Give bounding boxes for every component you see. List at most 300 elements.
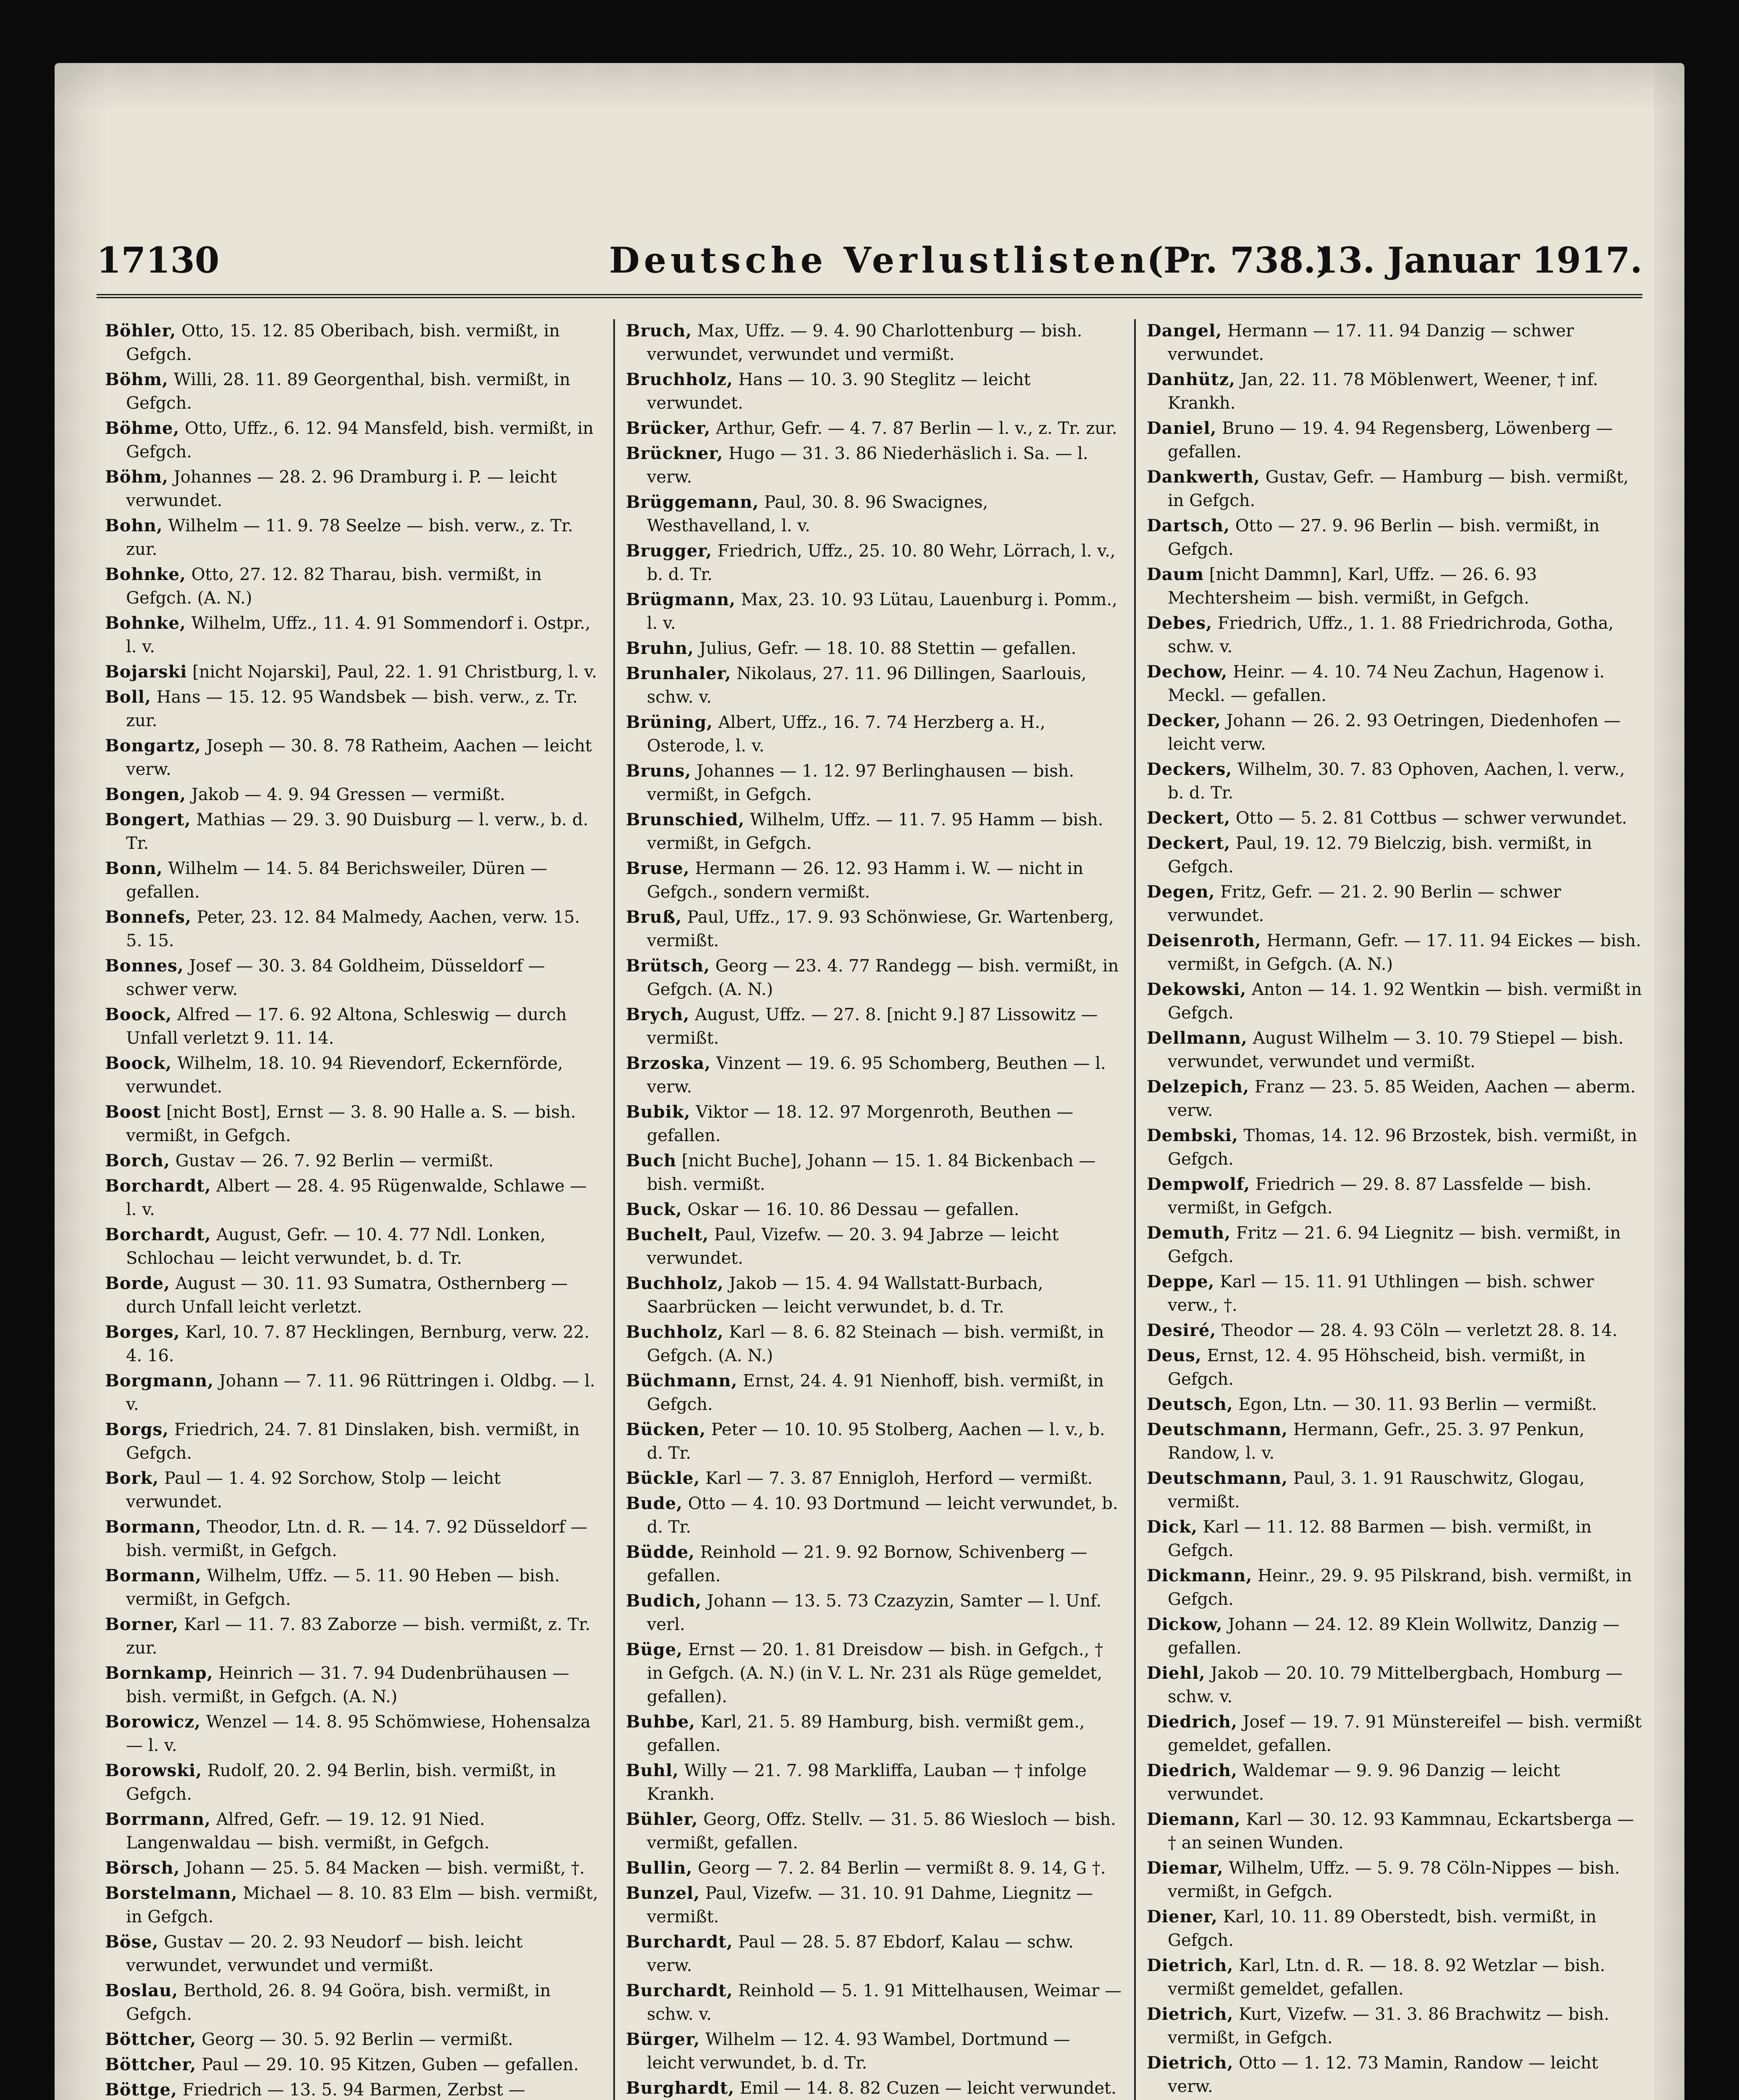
- entry-surname: Dembski,: [1147, 1126, 1238, 1145]
- casualty-entry: [105, 1979, 601, 2026]
- casualty-entry: [1147, 2003, 1642, 2050]
- entry-details: Johannes — 1. 12. 97 Berlinghausen — bish. vermißt, in Gefgch.: [647, 761, 1074, 804]
- entry-details: Thomas, 14. 12. 96 Brzostek, bish. vermißt, in Gefgch.: [1168, 1126, 1637, 1169]
- entry-surname: Desiré,: [1147, 1320, 1216, 1340]
- entry-details: Georg — 30. 5. 92 Berlin — vermißt.: [202, 2030, 513, 2049]
- casualty-entry: [626, 1198, 1122, 1221]
- casualty-entry: [105, 685, 601, 732]
- entry-surname: Burchardt,: [626, 1981, 733, 2000]
- entry-details: Albert — 28. 4. 95 Rügenwalde, Schlawe — l. v.: [126, 1176, 587, 1219]
- casualty-entry: [105, 783, 601, 806]
- entry-surname: Bückle,: [626, 1468, 700, 1488]
- casualty-entry: [1147, 1221, 1642, 1268]
- casualty-entry: [1147, 758, 1642, 805]
- entry-details: Otto — 5. 2. 81 Cottbus — schwer verwundet.: [1235, 808, 1627, 828]
- entry-details: Oskar — 16. 10. 86 Dessau — gefallen.: [687, 1200, 1019, 1219]
- entry-details: Theodor, Ltn. d. R. — 14. 7. 92 Düsseldorf — bish. vermißt, in Gefgch.: [126, 1517, 588, 1560]
- entry-surname: Bruhn,: [626, 638, 694, 658]
- casualty-entry: [105, 808, 601, 855]
- entry-surname: Brückner,: [626, 444, 723, 463]
- entry-surname: Böhme,: [105, 418, 180, 438]
- entry-surname: Deutschmann,: [1147, 1420, 1288, 1439]
- entry-surname: Büge,: [626, 1640, 683, 1659]
- casualty-entry: [626, 1467, 1122, 1490]
- entry-surname: Böttcher,: [105, 2029, 197, 2049]
- entry-surname: Burchardt,: [626, 1932, 733, 1952]
- casualty-entry: [626, 1710, 1122, 1757]
- casualty-entry: [626, 1149, 1122, 1196]
- casualty-entry: [1147, 1418, 1642, 1465]
- page-header: [97, 239, 1642, 298]
- entry-surname: Bonnefs,: [105, 907, 192, 927]
- casualty-entry: [105, 417, 601, 464]
- entry-details: Franz — 23. 5. 85 Weiden, Aachen — aberm. verw.: [1168, 1077, 1636, 1120]
- entry-details: Wilhelm, Uffz. — 5. 9. 78 Cöln-Nippes — bish. vermißt, in Gefgch.: [1168, 1858, 1620, 1901]
- entry-surname: Brzoska,: [626, 1053, 711, 1073]
- casualty-entry: [1147, 806, 1642, 830]
- entry-surname: Buck,: [626, 1200, 682, 1219]
- entry-details: Ernst, 12. 4. 95 Höhscheid, bish. vermißt, in Gefgch.: [1168, 1346, 1586, 1389]
- entry-surname: Borrmann,: [105, 1809, 211, 1829]
- entry-details: Jakob — 15. 4. 94 Wallstatt-Burbach, Saarbrücken — leicht verwundet, b. d. Tr.: [647, 1274, 1043, 1317]
- entry-details: Johann — 24. 12. 89 Klein Wollwitz, Danzig — gefallen.: [1168, 1615, 1620, 1658]
- entry-details: Paul — 1. 4. 92 Sorchow, Stolp — leicht verwundet.: [126, 1469, 501, 1512]
- casualty-entry: [105, 1930, 601, 1977]
- entry-surname: Deutsch,: [1147, 1394, 1233, 1414]
- issue-date: 13. Januar 1917.: [1313, 239, 1642, 281]
- entry-details: Reinhold — 5. 1. 91 Mittelhausen, Weimar — schw. v.: [647, 1981, 1122, 2024]
- casualty-entry: [1147, 1026, 1642, 1074]
- entry-surname: Daum: [1147, 564, 1204, 584]
- casualty-entry: [105, 1320, 601, 1368]
- entry-details: Ernst — 20. 1. 81 Dreisdow — bish. in Gefgch., † in Gefgch. (A. N.) (in V. L. Nr. 231 als Rüge gemeldet, gefallen).: [647, 1640, 1103, 1706]
- casualty-entry: [1147, 1954, 1642, 2001]
- entry-surname: Deckert,: [1147, 808, 1231, 828]
- casualty-entry: [1147, 1319, 1642, 1342]
- casualty-entry: [1147, 465, 1642, 512]
- entry-details: Hermann, Gefr., 25. 3. 97 Penkun, Randow, l. v.: [1168, 1420, 1585, 1463]
- entry-details: Paul, 3. 1. 91 Rauschwitz, Glogau, vermißt.: [1168, 1469, 1585, 1512]
- entry-details: Anton — 14. 1. 92 Wentkin — bish. vermißt in Gefgch.: [1168, 980, 1642, 1023]
- entry-details: Hans — 10. 3. 90 Steglitz — leicht verwundet.: [647, 370, 1031, 413]
- entry-surname: Boost: [105, 1102, 161, 1122]
- entry-details: Gustav — 26. 7. 92 Berlin — vermißt.: [175, 1151, 494, 1171]
- entry-surname: Dechow,: [1147, 662, 1228, 682]
- entry-surname: Bruchholz,: [626, 370, 733, 389]
- entry-details: Karl, 10. 7. 87 Hecklingen, Bernburg, verw. 22. 4. 16.: [126, 1323, 590, 1365]
- entry-surname: Deppe,: [1147, 1272, 1215, 1292]
- casualty-entry: [105, 2028, 601, 2051]
- casualty-entry: [1147, 880, 1642, 927]
- entry-details: Hermann — 26. 12. 93 Hamm i. W. — nicht in Gefgch., sondern vermißt.: [647, 859, 1084, 902]
- entry-surname: Bormann,: [105, 1566, 202, 1586]
- entry-surname: Budich,: [626, 1591, 702, 1611]
- entry-surname: Deisenroth,: [1147, 931, 1261, 950]
- entry-details: Reinhold — 21. 9. 92 Bornow, Schivenberg — gefallen.: [647, 1543, 1088, 1586]
- casualty-entry: [1147, 1173, 1642, 1220]
- entry-surname: Brütsch,: [626, 956, 710, 976]
- entry-surname: Debes,: [1147, 613, 1212, 633]
- entry-details: Georg — 23. 4. 77 Randegg — bish. vermißt, in Gefgch. (A. N.): [647, 956, 1119, 999]
- casualty-entry: [1147, 709, 1642, 756]
- entry-details: Egon, Ltn. — 30. 11. 93 Berlin — vermißt.: [1238, 1395, 1597, 1414]
- casualty-column-3: [1147, 319, 1642, 2100]
- casualty-entry: [105, 514, 601, 561]
- entry-surname: Brügmann,: [626, 590, 736, 609]
- casualty-entry: [626, 2028, 1122, 2075]
- casualty-entry: [626, 1003, 1122, 1050]
- casualty-entry: [626, 1418, 1122, 1465]
- entry-surname: Bruß,: [626, 907, 682, 927]
- entry-details: Georg — 7. 2. 84 Berlin — vermißt 8. 9. 14, G †.: [698, 1858, 1106, 1878]
- entry-surname: Borowski,: [105, 1761, 202, 1780]
- casualty-entry: [1147, 1856, 1642, 1903]
- entry-details: Paul — 29. 10. 95 Kitzen, Guben — gefallen.: [202, 2055, 579, 2074]
- entry-details: Jakob — 4. 9. 94 Gressen — vermißt.: [191, 785, 505, 804]
- entry-details: Paul, 19. 12. 79 Bielczig, bish. vermißt, in Gefgch.: [1168, 834, 1592, 877]
- casualty-entry: [626, 906, 1122, 953]
- casualty-entry: [1147, 1613, 1642, 1660]
- entry-details: Johann — 25. 5. 84 Macken — bish. vermißt, †.: [185, 1858, 585, 1878]
- entry-surname: Boll,: [105, 687, 151, 707]
- casualty-entry: [105, 1174, 601, 1221]
- entry-details: August, Uffz. — 27. 8. [nicht 9.] 87 Lissowitz — vermißt.: [647, 1005, 1098, 1048]
- entry-surname: Buch: [626, 1151, 677, 1171]
- entry-details: Viktor — 18. 12. 97 Morgenroth, Beuthen — gefallen.: [647, 1102, 1074, 1145]
- entry-details: Arthur, Gefr. — 4. 7. 87 Berlin — l. v., z. Tr. zur.: [716, 419, 1117, 438]
- casualty-entry: [626, 1492, 1122, 1539]
- entry-surname: Borges,: [105, 1322, 180, 1342]
- entry-surname: Bonnes,: [105, 956, 184, 976]
- casualty-entry: [626, 1052, 1122, 1099]
- entry-surname: Böse,: [105, 1932, 159, 1952]
- entry-surname: Bornkamp,: [105, 1663, 213, 1683]
- casualty-entry: [626, 954, 1122, 1001]
- page-number: 17130: [97, 239, 220, 281]
- casualty-entry: [105, 1100, 601, 1147]
- casualty-entry: [626, 1882, 1122, 1929]
- publication-title: Deutsche Verlustlisten: [609, 239, 1150, 281]
- casualty-entry: [1147, 514, 1642, 561]
- entry-surname: Buhbe,: [626, 1712, 696, 1732]
- entry-details: Albert, Uffz., 16. 7. 74 Herzberg a. H., Osterode, l. v.: [647, 713, 1046, 756]
- entry-details: Friedrich — 13. 5. 94 Barmen, Zerbst —: [182, 2080, 525, 2100]
- casualty-entry: [105, 1369, 601, 1416]
- casualty-entry: [105, 1808, 601, 1855]
- casualty-entry: [1147, 929, 1642, 976]
- casualty-entry: [105, 1856, 601, 1880]
- casualty-entry: [105, 1564, 601, 1611]
- entry-details: Friedrich, Uffz., 25. 10. 80 Wehr, Lörrach, l. v., b. d. Tr.: [647, 541, 1116, 584]
- entry-surname: Deus,: [1147, 1346, 1202, 1365]
- entry-details: Ernst, 24. 4. 91 Nienhoff, bish. vermißt, in Gefgch.: [647, 1371, 1104, 1414]
- entry-details: Alfred, Gefr. — 19. 12. 91 Nied. Langenwaldau — bish. vermißt, in Gefgch.: [126, 1810, 490, 1853]
- entry-details: Fritz — 21. 6. 94 Liegnitz — bish. vermißt, in Gefgch.: [1168, 1223, 1621, 1266]
- entry-surname: Bühler,: [626, 1809, 698, 1829]
- casualty-entry: [626, 319, 1122, 366]
- casualty-entry: [626, 1100, 1122, 1147]
- entry-details: Mathias — 29. 3. 90 Duisburg — l. verw., b. d. Tr.: [126, 810, 588, 853]
- entry-surname: Böhm,: [105, 370, 168, 389]
- entry-surname: Borchardt,: [105, 1225, 211, 1244]
- entry-surname: Bongartz,: [105, 736, 201, 756]
- entry-surname: Bücken,: [626, 1420, 706, 1439]
- casualty-entry: [105, 1223, 601, 1270]
- newspaper-page: [55, 63, 1684, 2100]
- entry-details: Jakob — 20. 10. 79 Mittelbergbach, Homburg — schw. v.: [1168, 1664, 1623, 1706]
- entry-details: Rudolf, 20. 2. 94 Berlin, bish. vermißt, in Gefgch.: [126, 1761, 556, 1804]
- entry-surname: Bongen,: [105, 785, 186, 804]
- entry-details: Karl — 8. 6. 82 Steinach — bish. vermißt, in Gefgch. (A. N.): [647, 1323, 1104, 1365]
- entry-details: Joseph — 30. 8. 78 Ratheim, Aachen — leicht verw.: [126, 736, 592, 779]
- casualty-entry: [105, 1003, 601, 1050]
- entry-details: Alfred — 17. 6. 92 Altona, Schleswig — durch Unfall verletzt 9. 11. 14.: [126, 1005, 567, 1048]
- entry-details: Josef — 30. 3. 84 Goldheim, Düsseldorf — schwer verw.: [126, 956, 545, 999]
- entry-details: Wilhelm, Uffz., 11. 4. 91 Sommendorf i. Ostpr., l. v.: [126, 614, 591, 656]
- casualty-entry: [626, 637, 1122, 660]
- casualty-entry: [105, 1882, 601, 1929]
- entry-surname: Buchholz,: [626, 1273, 724, 1293]
- entry-details: Wilhelm — 12. 4. 93 Wambel, Dortmund — leicht verwundet, b. d. Tr.: [647, 2030, 1070, 2073]
- entry-details: Karl — 11. 7. 83 Zaborze — bish. vermißt, z. Tr. zur.: [126, 1615, 591, 1658]
- entry-surname: Demuth,: [1147, 1223, 1231, 1243]
- entry-details: [nicht Bost], Ernst — 3. 8. 90 Halle a. S. — bish. vermißt, in Gefgch.: [126, 1102, 576, 1145]
- entry-surname: Bürger,: [626, 2029, 700, 2049]
- entry-details: August — 30. 11. 93 Sumatra, Osthernberg — durch Unfall leicht verletzt.: [126, 1274, 568, 1317]
- casualty-entry: [626, 1272, 1122, 1319]
- casualty-entry: [1147, 1270, 1642, 1317]
- entry-details: Hermann — 17. 11. 94 Danzig — schwer verwundet.: [1168, 321, 1574, 364]
- column-divider: [613, 319, 615, 2100]
- entry-details: Michael — 8. 10. 83 Elm — bish. vermißt, in Gefgch.: [126, 1884, 598, 1927]
- casualty-entry: [1147, 1467, 1642, 1514]
- entry-surname: Boock,: [105, 1005, 172, 1024]
- entry-surname: Bruse,: [626, 858, 690, 878]
- casualty-entry: [105, 1418, 601, 1465]
- entry-surname: Dickmann,: [1147, 1566, 1253, 1586]
- entry-details: Vinzent — 19. 6. 95 Schomberg, Beuthen — l. verw.: [647, 1054, 1106, 1097]
- entry-surname: Dartsch,: [1147, 516, 1230, 536]
- entry-details: Otto, 27. 12. 82 Tharau, bish. vermißt, in Gefgch. (A. N.): [126, 565, 542, 608]
- entry-details: Kurt, Vizefw. — 31. 3. 86 Brachwitz — bish. vermißt, in Gefgch.: [1168, 2005, 1610, 2048]
- entry-surname: Diemar,: [1147, 1858, 1224, 1878]
- casualty-entry: [626, 1856, 1122, 1880]
- casualty-entry: [1147, 978, 1642, 1025]
- entry-surname: Böttcher,: [105, 2055, 197, 2074]
- entry-surname: Bunzel,: [626, 1883, 700, 1903]
- casualty-entry: [1147, 1344, 1642, 1391]
- entry-surname: Borowicz,: [105, 1712, 201, 1732]
- casualty-entry: [105, 857, 601, 904]
- entry-surname: Borstelmann,: [105, 1883, 238, 1903]
- entry-surname: Bubik,: [626, 1102, 691, 1122]
- entry-details: Otto, Uffz., 6. 12. 94 Mansfeld, bish. vermißt, in Gefgch.: [126, 419, 594, 462]
- casualty-entry: [626, 1541, 1122, 1588]
- entry-details: Johann — 7. 11. 96 Rüttringen i. Oldbg. — l. v.: [126, 1371, 595, 1414]
- casualty-entry: [1147, 1759, 1642, 1806]
- entry-details: Gustav, Gefr. — Hamburg — bish. vermißt, in Gefgch.: [1168, 467, 1629, 510]
- casualty-entry: [1147, 417, 1642, 464]
- entry-details: Josef — 19. 7. 91 Münstereifel — bish. vermißt gemeldet, gefallen.: [1168, 1712, 1642, 1755]
- casualty-entry: [626, 808, 1122, 855]
- entry-details: Hermann, Gefr. — 17. 11. 94 Eickes — bish. vermißt, in Gefgch. (A. N.): [1168, 931, 1641, 974]
- casualty-entry: [105, 1149, 601, 1173]
- entry-details: [nicht Dammn], Karl, Uffz. — 26. 6. 93 Mechtersheim — bish. vermißt, in Gefgch.: [1168, 565, 1537, 608]
- entry-surname: Borch,: [105, 1151, 170, 1171]
- entry-surname: Bullin,: [626, 1858, 693, 1878]
- casualty-entry: [1147, 319, 1642, 366]
- entry-details: Paul, Vizefw. — 20. 3. 94 Jabrze — leicht verwundet.: [647, 1225, 1059, 1268]
- entry-surname: Degen,: [1147, 882, 1215, 902]
- entry-details: Wilhelm — 14. 5. 84 Berichsweiler, Düren — gefallen.: [126, 859, 547, 902]
- entry-details: Max, 23. 10. 93 Lütau, Lauenburg i. Pomm., l. v.: [647, 590, 1117, 633]
- casualty-entry: [1147, 832, 1642, 879]
- entry-surname: Dellmann,: [1147, 1028, 1248, 1048]
- casualty-entry: [626, 759, 1122, 806]
- casualty-entry: [1147, 1905, 1642, 1952]
- entry-details: Johann — 26. 2. 93 Oetringen, Diedenhofen — leicht verw.: [1168, 711, 1621, 754]
- entry-surname: Dickow,: [1147, 1614, 1223, 1634]
- entry-surname: Bruns,: [626, 761, 691, 781]
- entry-surname: Brücker,: [626, 418, 711, 438]
- entry-surname: Börsch,: [105, 1858, 180, 1878]
- casualty-entry: [105, 1710, 601, 1757]
- entry-surname: Dick,: [1147, 1517, 1198, 1537]
- entry-surname: Boock,: [105, 1053, 172, 1073]
- entry-details: Bruno — 19. 4. 94 Regensberg, Löwenberg — gefallen.: [1168, 419, 1613, 462]
- entry-surname: Dempwolf,: [1147, 1174, 1250, 1194]
- casualty-entry: [105, 2078, 601, 2100]
- entry-surname: Diedrich,: [1147, 1712, 1237, 1732]
- entry-details: Paul — 28. 5. 87 Ebdorf, Kalau — schw. verw.: [647, 1932, 1074, 1975]
- entry-details: Max, Uffz. — 9. 4. 90 Charlottenburg — bish. verwundet, verwundet und vermißt.: [647, 321, 1082, 364]
- entry-details: Wilhelm, 30. 7. 83 Ophoven, Aachen, l. verw., b. d. Tr.: [1168, 760, 1625, 803]
- issue-number: (Pr. 738.): [1147, 239, 1333, 281]
- entry-surname: Brugger,: [626, 541, 712, 561]
- entry-details: Otto — 1. 12. 73 Mamin, Randow — leicht verw.: [1168, 2053, 1598, 2096]
- entry-details: Friedrich, 24. 7. 81 Dinslaken, bish. vermißt, in Gefgch.: [126, 1420, 580, 1463]
- entry-surname: Bojarski: [105, 662, 187, 682]
- casualty-entry: [1147, 563, 1642, 610]
- entry-details: Johann — 13. 5. 73 Czazyzin, Samter — l. Unf. verl.: [647, 1591, 1102, 1634]
- entry-details: Karl, 21. 5. 89 Hamburg, bish. vermißt gem., gefallen.: [647, 1712, 1085, 1755]
- casualty-entry: [626, 1930, 1122, 1977]
- entry-details: Karl — 11. 12. 88 Barmen — bish. vermißt, in Gefgch.: [1168, 1517, 1592, 1560]
- entry-surname: Buchelt,: [626, 1225, 709, 1244]
- entry-surname: Brunschied,: [626, 810, 745, 830]
- entry-surname: Borgmann,: [105, 1371, 214, 1391]
- entry-details: Willi, 28. 11. 89 Georgenthal, bish. vermißt, in Gefgch.: [126, 370, 570, 413]
- entry-surname: Buchholz,: [626, 1322, 724, 1342]
- entry-details: Paul, Vizefw. — 31. 10. 91 Dahme, Liegnitz — vermißt.: [647, 1884, 1093, 1927]
- entry-details: Karl — 15. 11. 91 Uthlingen — bish. schwer verw., †.: [1168, 1272, 1594, 1315]
- entry-surname: Bohnke,: [105, 564, 186, 584]
- entry-details: Gustav — 20. 2. 93 Neudorf — bish. leicht verwundet, verwundet und vermißt.: [126, 1932, 523, 1975]
- entry-details: Nikolaus, 27. 11. 96 Dillingen, Saarlouis, schw. v.: [647, 664, 1087, 707]
- entry-details: Theodor — 28. 4. 93 Cöln — verletzt 28. 8. 14.: [1222, 1321, 1618, 1340]
- casualty-entry: [626, 1808, 1122, 1855]
- entry-details: Peter — 10. 10. 95 Stolberg, Aachen — l. v., b. d. Tr.: [647, 1420, 1105, 1463]
- entry-surname: Daniel,: [1147, 418, 1217, 438]
- casualty-entry: [1147, 1515, 1642, 1562]
- entry-surname: Diener,: [1147, 1907, 1218, 1927]
- entry-surname: Borchardt,: [105, 1176, 211, 1196]
- entry-details: August Wilhelm — 3. 10. 79 Stiepel — bish. verwundet, verwundet und vermißt.: [1168, 1029, 1624, 1071]
- entry-surname: Böhm,: [105, 467, 168, 487]
- casualty-entry: [105, 563, 601, 610]
- casualty-entry: [1147, 1710, 1642, 1757]
- casualty-entry: [105, 612, 601, 659]
- casualty-entry: [626, 1979, 1122, 2026]
- casualty-entry: [626, 417, 1122, 440]
- casualty-entry: [1147, 1393, 1642, 1416]
- casualty-entry: [1147, 1808, 1642, 1855]
- casualty-entry: [1147, 1075, 1642, 1122]
- entry-surname: Dietrich,: [1147, 2004, 1234, 2024]
- entry-details: Wilhelm, Uffz. — 5. 11. 90 Heben — bish. vermißt, in Gefgch.: [126, 1566, 560, 1609]
- entry-surname: Buhl,: [626, 1761, 679, 1780]
- entry-details: Karl, Ltn. d. R. — 18. 8. 92 Wetzlar — bish. vermißt gemeldet, gefallen.: [1168, 1956, 1605, 1999]
- entry-surname: Dangel,: [1147, 321, 1222, 341]
- column-divider: [1134, 319, 1136, 2100]
- entry-details: Paul, 30. 8. 96 Swacignes, Westhavelland, l. v.: [647, 493, 988, 536]
- entry-surname: Borgs,: [105, 1420, 169, 1439]
- entry-details: Wilhelm, Uffz. — 11. 7. 95 Hamm — bish. vermißt, in Gefgch.: [647, 810, 1103, 853]
- casualty-entry: [1147, 1124, 1642, 1171]
- casualty-entry: [105, 660, 601, 684]
- entry-details: August, Gefr. — 10. 4. 77 Ndl. Lonken, Schlochau — leicht verwundet, b. d. Tr.: [126, 1225, 546, 1268]
- casualty-entry: [105, 1662, 601, 1709]
- casualty-entry: [626, 442, 1122, 489]
- casualty-entry: [626, 1223, 1122, 1270]
- entry-surname: Brüggemann,: [626, 492, 759, 512]
- casualty-entry: [626, 857, 1122, 904]
- entry-surname: Bonn,: [105, 858, 163, 878]
- entry-surname: Diemann,: [1147, 1809, 1241, 1829]
- entry-details: Emil — 14. 8. 82 Cuzen — leicht verwundet.: [740, 2079, 1116, 2098]
- entry-surname: Bormann,: [105, 1517, 202, 1537]
- entry-details: Johannes — 28. 2. 96 Dramburg i. P. — leicht verwundet.: [126, 467, 557, 510]
- entry-surname: Bohn,: [105, 516, 163, 536]
- entry-details: Otto — 27. 9. 96 Berlin — bish. vermißt, in Gefgch.: [1168, 516, 1600, 559]
- entry-details: Paul, Uffz., 17. 9. 93 Schönwiese, Gr. Wartenberg, vermißt.: [647, 908, 1114, 950]
- entry-surname: Deckers,: [1147, 759, 1232, 779]
- casualty-entry: [1147, 1662, 1642, 1709]
- entry-surname: Böhler,: [105, 321, 176, 341]
- casualty-entry: [626, 1369, 1122, 1416]
- casualty-entry: [626, 1320, 1122, 1368]
- casualty-entry: [626, 491, 1122, 538]
- entry-details: Wilhelm, 18. 10. 94 Rievendorf, Eckernförde, verwundet.: [126, 1054, 563, 1097]
- entry-surname: Böttge,: [105, 2080, 177, 2100]
- entry-details: Otto, 15. 12. 85 Oberibach, bish. vermißt, in Gefgch.: [126, 321, 560, 364]
- casualty-entry: [105, 1052, 601, 1099]
- casualty-entry: [1147, 612, 1642, 659]
- entry-details: Wilhelm — 11. 9. 78 Seelze — bish. verw., z. Tr. zur.: [126, 516, 573, 559]
- entry-surname: Bongert,: [105, 810, 191, 830]
- casualty-entry: [1147, 1564, 1642, 1611]
- entry-surname: Brych,: [626, 1005, 690, 1024]
- entry-surname: Dekowski,: [1147, 979, 1247, 999]
- entry-details: Karl — 30. 12. 93 Kammnau, Eckartsberga — † an seinen Wunden.: [1168, 1810, 1634, 1853]
- entry-details: Jan, 22. 11. 78 Möblenwert, Weener, † inf. Krankh.: [1168, 370, 1598, 413]
- casualty-entry: [626, 2076, 1122, 2100]
- casualty-entry: [626, 1589, 1122, 1636]
- entry-details: Heinr. — 4. 10. 74 Neu Zachun, Hagenow i. Meckl. — gefallen.: [1168, 662, 1605, 705]
- entry-surname: Brunhaler,: [626, 664, 731, 683]
- casualty-entry: [1147, 368, 1642, 415]
- entry-surname: Dankwerth,: [1147, 467, 1260, 487]
